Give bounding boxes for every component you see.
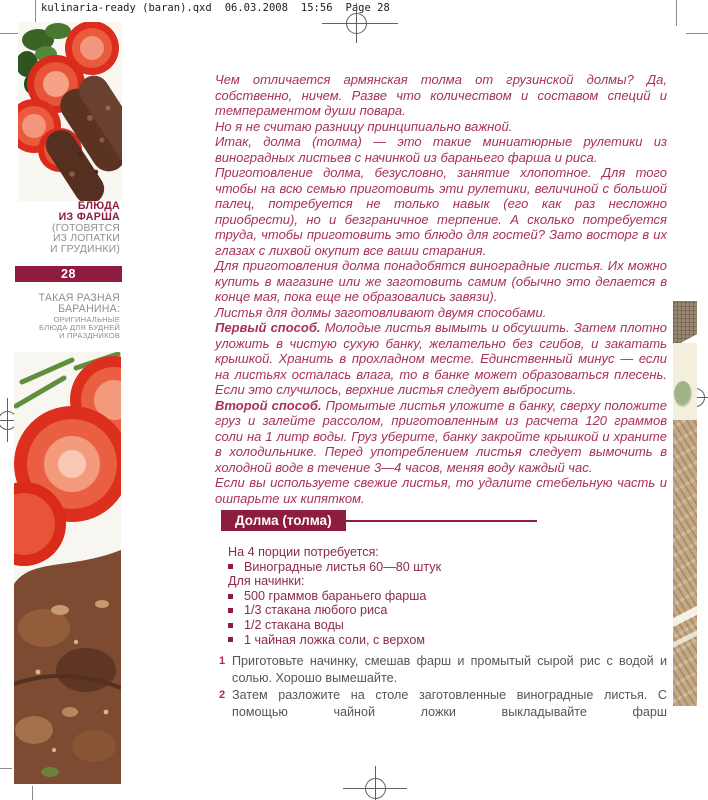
intro-paragraph: Второй способ. Промытые листья уложите в банку, сверху положите груз и залейте рассолом, приготовленным из расчета 120 граммов соли на 1 литр воды. Груз уберите, банку закройте крышкой и храните в холодильнике. Перед употреблением листья следует вымочить в холодной воде в течение 3—4 часов, меняя воду каждый час. xyxy=(215,397,667,475)
meat-patties xyxy=(14,550,121,784)
rubric-note-line: И ГРУДИНКИ) xyxy=(49,243,120,255)
ingredient-item: 500 граммов бараньего фарша xyxy=(228,589,658,604)
woven-texture-bottom xyxy=(673,420,697,706)
document-date: 06.03.2008 xyxy=(224,2,288,14)
ingredient-item: 1/3 стакана любого риса xyxy=(228,603,658,618)
step-item xyxy=(219,687,667,721)
step-item xyxy=(219,653,667,687)
light-band xyxy=(673,604,697,628)
page-number-banner: 28 xyxy=(15,266,122,282)
rubric-line: БЛЮДА xyxy=(77,200,120,212)
bullet-square-icon xyxy=(228,594,233,599)
rubric-note-line: (ГОТОВЯТСЯ xyxy=(52,223,120,234)
intro-paragraph: Но я не считаю разницу принципиально важной. xyxy=(215,118,513,134)
intro-paragraph-lead: Второй способ. xyxy=(215,397,322,413)
document-slug: kulinaria-ready (baran).qxd xyxy=(41,2,212,14)
intro-text xyxy=(215,72,667,506)
ingredients-lead: На 4 порции потребуется: xyxy=(228,545,379,559)
bullet-square-icon xyxy=(228,608,233,613)
photo-lamb-patties-image xyxy=(14,352,121,784)
book-title-line: ТАКАЯ РАЗНАЯ xyxy=(38,292,120,304)
bullet-square-icon xyxy=(228,637,233,642)
ingredient-item: 1/2 стакана воды xyxy=(228,618,658,633)
book-subtitle xyxy=(0,316,120,341)
photo-lamb-kebab xyxy=(18,22,122,201)
bullet-square-icon xyxy=(228,623,233,628)
page-label: Page 28 xyxy=(345,2,390,14)
leaf-fragment xyxy=(674,381,692,407)
rubric-note-line: ИЗ ЛОПАТКИ xyxy=(53,233,120,245)
photo-lamb-kebab-image xyxy=(18,22,122,201)
crop-mark-top-right xyxy=(677,0,708,34)
book-title-line: БАРАНИНА: xyxy=(58,303,120,315)
recipe-title-rule xyxy=(346,520,537,522)
step-text: Затем разложите на столе заготовленные виноградные листья. С помощью чайной ложки выкладывайте фарш xyxy=(232,688,667,719)
step-number: 1 xyxy=(219,655,226,667)
step-text: Приготовьте начинку, смешав фарш и промытый сырой рис с водой и солью. Хорошо вымешайте. xyxy=(232,654,667,685)
recipe-title: Долма (толма) xyxy=(221,510,346,531)
rubric-line: ИЗ ФАРША xyxy=(58,211,120,223)
book-title xyxy=(0,293,120,315)
cream-gap xyxy=(673,343,697,421)
book-subtitle-line: И ПРАЗДНИКОВ xyxy=(59,331,120,341)
registration-mark-bottom-icon xyxy=(343,766,407,800)
book-subtitle-line: БЛЮДА ДЛЯ БУДНЕЙ xyxy=(39,323,120,333)
intro-paragraph: Для приготовления долма понадобятся виноградные листья. Их можно купить в магазине или же заготовить самим (обычно это делается в конце мая, пока еще не образовались завязи). xyxy=(215,258,667,304)
facing-page-strip xyxy=(673,301,697,706)
book-subtitle-line: ОРИГИНАЛЬНЫЕ xyxy=(53,315,120,324)
ingredient-item: Виноградные листья 60—80 штук xyxy=(228,560,658,575)
steps-list xyxy=(219,653,667,721)
intro-paragraph-lead: Первый способ. xyxy=(215,320,321,335)
prepress-header xyxy=(41,2,403,16)
filling-label: Для начинки: xyxy=(228,574,305,589)
recipe-title-bar xyxy=(221,510,537,531)
intro-paragraph: Если вы используете свежие листья, то удалите стебельную часть и ошпарьте их кипятком. xyxy=(215,475,667,506)
intro-paragraph: Чем отличается армянская толма от грузинской долмы? Да, собственно, ничем. Разве что количеством и составом специй и темпераментом души повара. xyxy=(215,72,667,118)
photo-lamb-patties xyxy=(14,352,121,784)
intro-paragraph: Приготовление долма, безусловно, занятие хлопотное. Для того чтобы на всю семью приготовить эти рулетики, величиной с большой палец, потребуется не только навык (его как раз несложно приобрести), но и безграничное терпение. А сколько потребуется труда, чтобы приготовить это блюдо для гостей? Зато восторг в их глазах с лихвой окупит все ваши старания. xyxy=(215,165,667,258)
woven-texture-top xyxy=(673,301,697,347)
rubric-note xyxy=(0,224,120,255)
step-number: 2 xyxy=(219,689,226,701)
document-time: 15:56 xyxy=(300,2,333,14)
intro-paragraph: Листья для долмы заготовливают двумя способами. xyxy=(215,304,547,320)
intro-paragraph: Итак, долма (толма) — это такие миниатюрные рулетики из виноградных листьев с начинкой из бараньего фарша и риса. xyxy=(215,134,667,165)
intro-paragraph: Первый способ. Молодые листья вымыть и обсушить. Затем плотно уложить в чистую сухую банку, желательно без сгибов, и закатать крышкой. Хранить в прохладном месте. Единственный минус — если на листьях осталась влага, то в банке может образоваться плесень. Если это случилось, верхние листья следует выбросить. xyxy=(215,320,667,397)
ingredients-list xyxy=(228,545,658,647)
light-band xyxy=(673,628,697,650)
rubric-title xyxy=(0,201,120,223)
ingredient-item: 1 чайная ложка соли, с верхом xyxy=(228,633,658,648)
bullet-square-icon xyxy=(228,564,233,569)
